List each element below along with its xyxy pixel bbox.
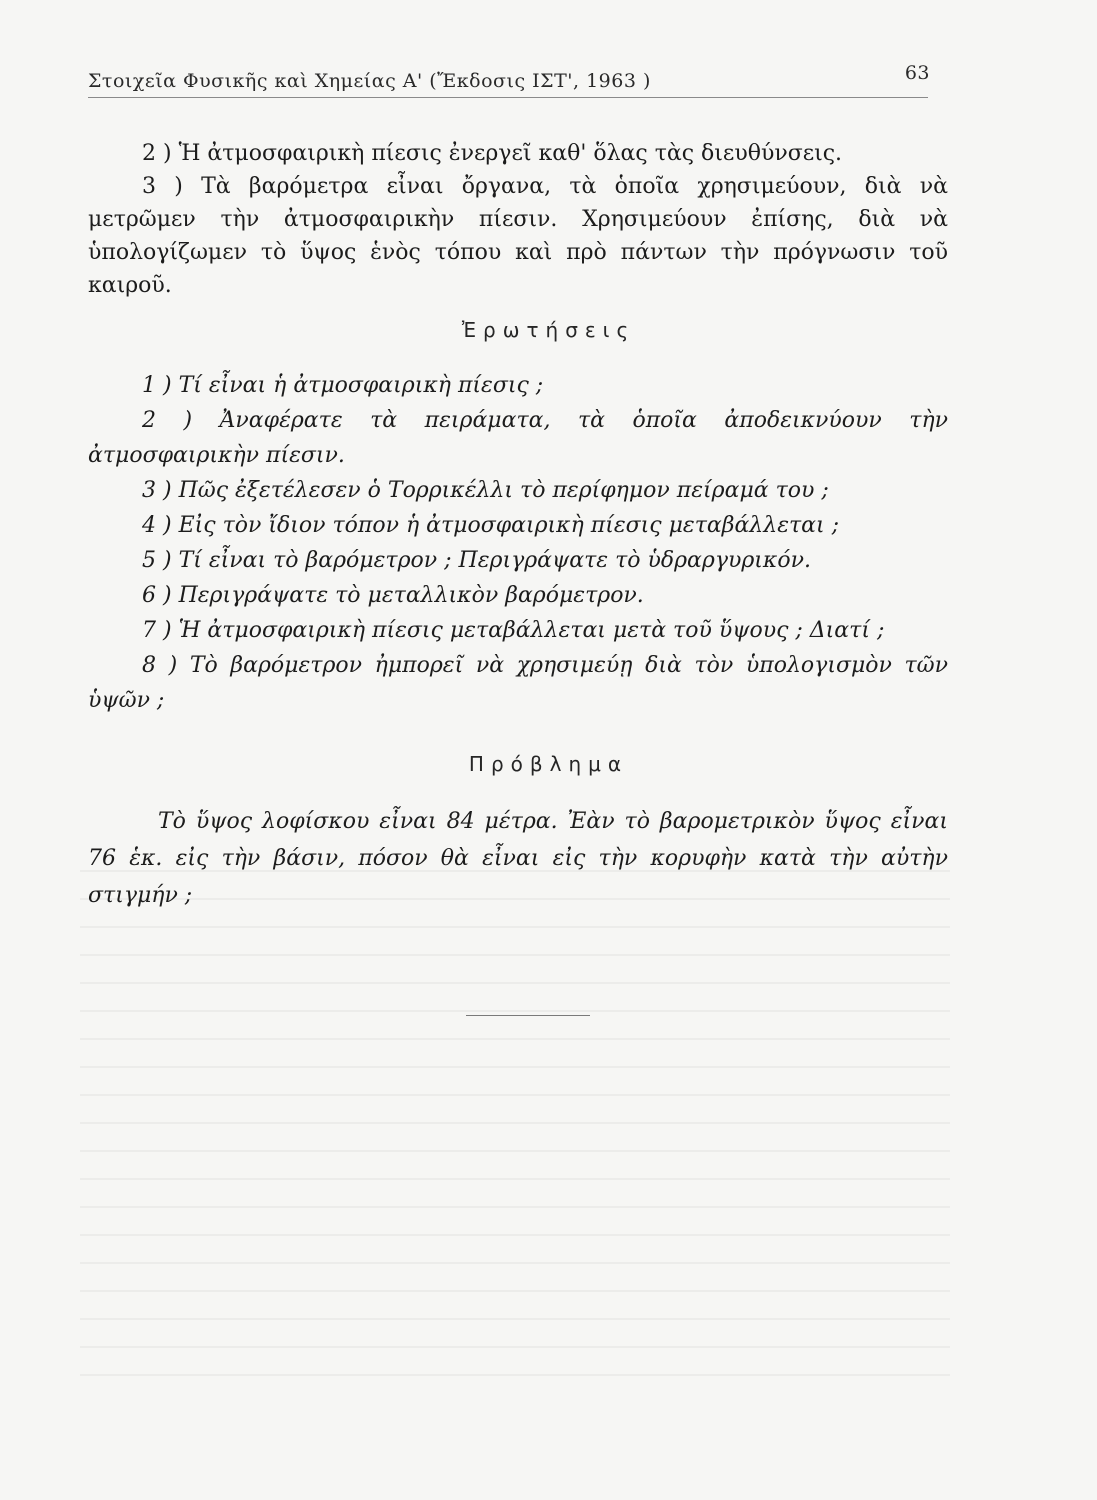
questions-list [88,368,948,718]
intro-paragraph: 3 ) Τὰ βαρόμετρα εἶναι ὄργανα, τὰ ὁποῖα χρησιμεύουν, διὰ νὰ μετρῶμεν τὴν ἀτμοσφαιρικὴν πίεσιν. Χρησιμεύουν ἐπίσης, διὰ νὰ ὑπολογίζωμεν τὸ ὕψος ἑνὸς τόπου καὶ πρὸ πάντων τὴν πρόγνωσιν τοῦ καιροῦ. [88,174,948,298]
question-item: 4 ) Εἰς τὸν ἴδιον τόπον ἡ ἀτμοσφαιρικὴ πίεσις μεταβάλλεται ; [142,513,840,538]
page-number: 63 [904,62,930,84]
problem-heading: Πρόβλημα [468,752,629,776]
question-item: 6 ) Περιγράψατε τὸ μεταλλικὸν βαρόμετρον. [142,583,644,608]
running-header-title: Στοιχεῖα Φυσικῆς καὶ Χημείας Α' (Ἔκδοσις ΙΣΤ', 1963 ) [88,70,651,92]
show-through-text [80,870,950,1390]
question-item: 8 ) Τὸ βαρόμετρον ἠμπορεῖ νὰ χρησιμεύῃ διὰ τὸν ὑπολογισμὸν τῶν ὑψῶν ; [88,653,948,713]
questions-heading: Ἐρωτήσεις [461,318,636,342]
question-item: 1 ) Τί εἶναι ἡ ἀτμοσφαιρικὴ πίεσις ; [142,373,544,398]
question-item: 3 ) Πῶς ἐξετέλεσεν ὁ Τορρικέλλι τὸ περίφημον πείραμά του ; [142,478,829,503]
problem-paragraph: Τὸ ὕψος λοφίσκου εἶναι 84 μέτρα. Ἐὰν τὸ βαρομετρικὸν ὕψος εἶναι 76 ἑκ. εἰς τὴν βάσιν, πόσον θὰ εἶναι εἰς τὴν κορυφὴν κατὰ τὴν αὐτὴν στιγμήν ; [88,809,948,908]
intro-text [88,137,948,302]
header-rule [88,97,928,98]
problem-text [88,803,948,914]
running-header [88,62,940,96]
intro-paragraph: 2 ) Ἡ ἀτμοσφαιρικὴ πίεσις ἐνεργεῖ καθ' ὅλας τὰς διευθύνσεις. [142,141,843,166]
question-item: 2 ) Ἀναφέρατε τὰ πειράματα, τὰ ὁποῖα ἀποδεικνύουν τὴν ἀτμοσφαιρικὴν πίεσιν. [88,408,948,468]
question-item: 7 ) Ἡ ἀτμοσφαιρικὴ πίεσις μεταβάλλεται μετὰ τοῦ ὕψους ; Διατί ; [142,618,885,643]
question-item: 5 ) Τί εἶναι τὸ βαρόμετρον ; Περιγράψατε τὸ ὑδραργυρικόν. [142,548,811,573]
end-rule [466,1015,590,1016]
